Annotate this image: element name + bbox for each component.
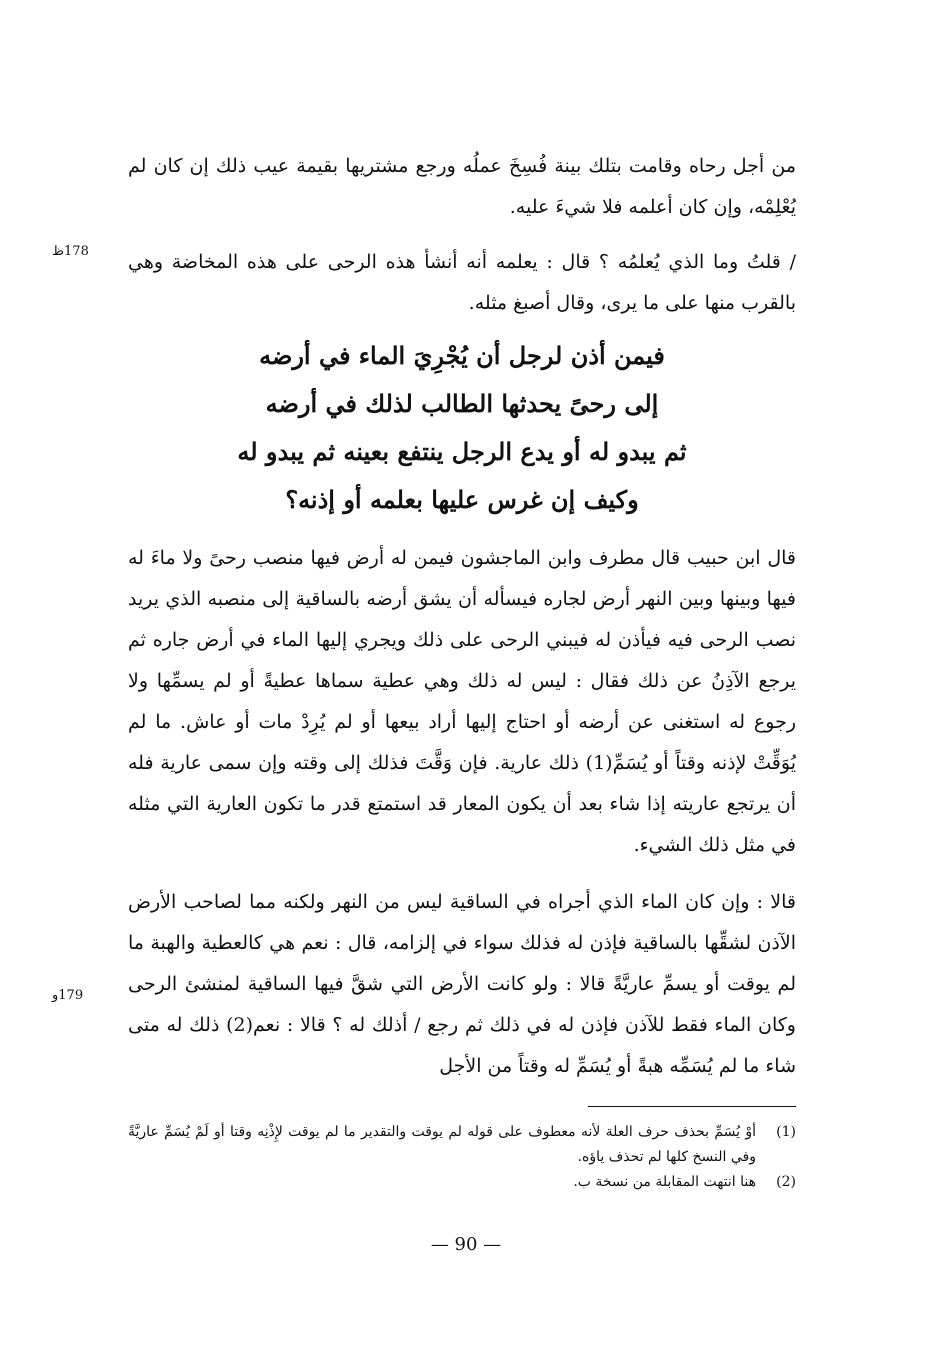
footnote-1 bbox=[128, 1120, 796, 1170]
paragraph-4: قالا : وإن كان الماء الذي أجراه في الساقية ليس من النهر ولكنه مما لصاحب الأرض الآذن لشقِّها بالساقية فإذن له فذلك سواء في إلزامه، قال : نعم هي كالعطية والهبة ما لم يوقت أو يسمِّ عاريَّةً قالا : ولو كانت الأرض التي شقَّ فيها الساقية لمنشئ الرحى وكان الماء فقط للآذن فإذن له في ذلك ثم رجع / أذلك له ؟ قالا : نعم(2) ذلك له متى شاء ما لم يُسَمِّه هبةً أو يُسَمِّ له وقتاً من الأجل bbox=[128, 891, 796, 1077]
verse-line-3: ثم يبدو له أو يدع الرجل ينتفع بعينه ثم يبدو له bbox=[237, 437, 687, 466]
footnote-2-number: (2) bbox=[776, 1174, 796, 1190]
paragraph-2: / قلتُ وما الذي يُعلمُه ؟ قال : يعلمه أنه أنشأ هذه الرحى على هذه المخاضة وهي بالقرب منها على ما يرى، وقال أصبغ مثله. bbox=[128, 251, 796, 314]
footnote-1-number: (1) bbox=[776, 1124, 796, 1140]
verse-line-1: فيمن أذن لرجل أن يُجْرِيَ الماء في أرضه bbox=[259, 341, 665, 370]
footnote-1-text: أوْ يُسَمِّ بحذف حرف العلة لأنه معطوف على قوله لم يوقت والتقدير ما لم يوقت لإِذْنِه وقتا أو لَمْ يُسَمِّ عاريَّةً وفي النسخ كلها لم تحذف ياؤه. bbox=[128, 1124, 757, 1165]
verse-line-4: وكيف إن غرس عليها بعلمه أو إذنه؟ bbox=[285, 485, 639, 514]
footnotes bbox=[128, 1120, 796, 1195]
paragraph-1: من أجل رحاه وقامت بتلك بينة فُسِخَ عملُه ورجع مشتريها بقيمة عيب ذلك إن كان لم يُعْلِمْه، وإن كان أعلمه فلا شيءَ عليه. bbox=[128, 155, 796, 218]
page-number: — 90 — bbox=[430, 1234, 502, 1255]
footnote-2-text: هنا انتهت المقابلة من نسخة ب. bbox=[573, 1174, 756, 1190]
verse-line-2: إلى رحىً يحدثها الطالب لذلك في أرضه bbox=[265, 389, 659, 418]
footnote-2 bbox=[128, 1170, 796, 1195]
margin-folio-ref-1: 178ظ bbox=[52, 244, 89, 259]
margin-folio-ref-2: 179و bbox=[52, 988, 84, 1003]
footnote-separator bbox=[588, 1106, 796, 1107]
paragraph-3: قال ابن حبيب قال مطرف وابن الماجشون فيمن له أرض فيها منصب رحىً ولا ماءَ له فيها وبينها وبين النهر أرض لجاره فيسأله أن يشق أرضه بالساقية إلى منصبه الذي يريد نصب الرحى فيه فيأذن له فيبني الرحى على ذلك ويجري إليها الماء في أرض جاره ثم يرجع الآذِنُ عن ذلك فقال : ليس له ذلك وهي عطية سماها عطيةً أو لم يسمِّها ولا رجوع له استغنى عن أرضه أو احتاج إليها أراد بيعها أو لم يُرِدْ مات أو عاش. ما لم يُوَقِّتْ لإذنه وقتاً أو يُسَمِّ(1) ذلك عارية. فإن وَقَّتَ فذلك إلى وقته وإن سمى عارية فله أن يرتجع عاريته إذا شاء بعد أن يكون المعار قد استمتع قدر ما تكون العارية التي مثله في مثل ذلك الشيء. bbox=[128, 547, 796, 856]
